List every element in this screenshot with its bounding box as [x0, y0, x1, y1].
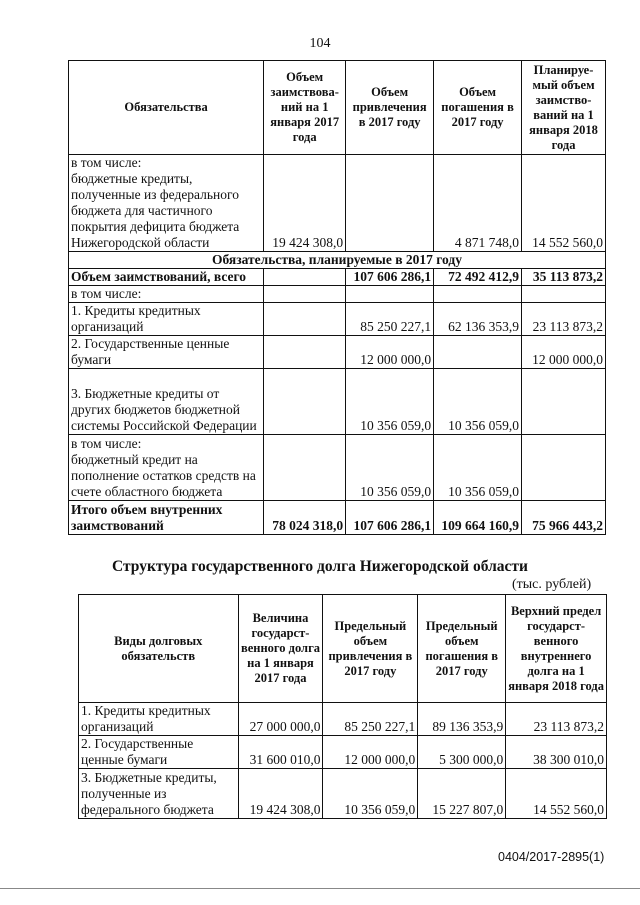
cell-value: 10 356 059,0	[434, 369, 522, 435]
cell-value: 23 113 873,2	[522, 303, 606, 336]
cell-value	[264, 435, 346, 501]
row-label: в том числе: бюджетный кредит на пополнение остатков средств на счете областного бюджета	[69, 435, 264, 501]
cell-value: 35 113 873,2	[522, 269, 606, 286]
cell-value: 14 552 560,0	[506, 769, 607, 819]
cell-value	[434, 286, 522, 303]
cell-value: 12 000 000,0	[522, 336, 606, 369]
table-row	[79, 703, 607, 736]
table-row	[69, 286, 606, 303]
header-debt-types: Виды долговых обязательств	[79, 595, 239, 703]
cell-value: 75 966 443,2	[522, 501, 606, 535]
row-label: 2. Государственные ценные бумаги	[79, 736, 239, 769]
cell-value: 89 136 353,9	[418, 703, 506, 736]
header-debt-2017: Величина государст-венного долга на 1 января 2017 года	[238, 595, 323, 703]
borrowings-table-body	[69, 155, 606, 535]
cell-value: 12 000 000,0	[323, 736, 418, 769]
cell-value: 19 424 308,0	[238, 769, 323, 819]
page-number: 104	[309, 36, 331, 51]
cell-value	[264, 303, 346, 336]
row-label: в том числе: бюджетные кредиты, полученные из федерального бюджета для частичного покрытия дефицита бюджета Нижегородской области	[69, 155, 264, 252]
row-label: Итого объем внутренних заимствований	[69, 501, 264, 535]
borrowings-table	[68, 60, 606, 535]
cell-value	[346, 286, 434, 303]
cell-value: 85 250 227,1	[346, 303, 434, 336]
row-label: 3. Бюджетные кредиты от других бюджетов бюджетной системы Российской Федерации	[69, 369, 264, 435]
cell-value: 10 356 059,0	[346, 369, 434, 435]
table-row	[79, 769, 607, 819]
cell-value: 10 356 059,0	[434, 435, 522, 501]
cell-value: 10 356 059,0	[323, 769, 418, 819]
header-repayment-2017: Объем погашения в 2017 году	[434, 61, 522, 155]
cell-value: 14 552 560,0	[522, 155, 606, 252]
header-max-raising-2017: Предельный объем привлечения в 2017 году	[323, 595, 418, 703]
cell-value: 72 492 412,9	[434, 269, 522, 286]
units-label: (тыс. рублей)	[512, 577, 592, 592]
row-label: 1. Кредиты кредитных организаций	[69, 303, 264, 336]
table-row	[69, 252, 606, 269]
row-label: 2. Государственные ценные бумаги	[69, 336, 264, 369]
cell-value: 31 600 010,0	[238, 736, 323, 769]
cell-value	[522, 286, 606, 303]
row-label: 3. Бюджетные кредиты, полученные из федерального бюджета	[79, 769, 239, 819]
cell-value	[264, 269, 346, 286]
cell-value	[522, 435, 606, 501]
cell-value: 78 024 318,0	[264, 501, 346, 535]
cell-value	[264, 336, 346, 369]
cell-value: 15 227 807,0	[418, 769, 506, 819]
table-row	[69, 336, 606, 369]
debt-structure-table-body	[79, 703, 607, 819]
header-volume-2017: Объем заимствова-ний на 1 января 2017 года	[264, 61, 346, 155]
cell-value	[264, 369, 346, 435]
cell-value: 5 300 000,0	[418, 736, 506, 769]
debt-structure-title: Структура государственного долга Нижегородской области	[112, 558, 528, 575]
cell-value: 109 664 160,9	[434, 501, 522, 535]
cell-value: 4 871 748,0	[434, 155, 522, 252]
table-row	[69, 501, 606, 535]
cell-value: 38 300 010,0	[506, 736, 607, 769]
table-row	[69, 369, 606, 435]
row-label: в том числе:	[69, 286, 264, 303]
debt-structure-table	[78, 594, 607, 819]
cell-value: 12 000 000,0	[346, 336, 434, 369]
table-row	[69, 155, 606, 252]
table-row	[79, 736, 607, 769]
cell-value: 107 606 286,1	[346, 269, 434, 286]
cell-value: 85 250 227,1	[323, 703, 418, 736]
cell-value: 27 000 000,0	[238, 703, 323, 736]
cell-value: 10 356 059,0	[346, 435, 434, 501]
header-obligations: Обязательства	[69, 61, 264, 155]
table-row	[69, 303, 606, 336]
bottom-divider	[0, 888, 640, 889]
document-code: 0404/2017-2895(1)	[498, 850, 605, 864]
header-planned-2018: Планируе-мый объем заимство-ваний на 1 января 2018 года	[522, 61, 606, 155]
section-header: Обязательства, планируемые в 2017 году	[69, 252, 606, 269]
cell-value	[264, 286, 346, 303]
header-raising-2017: Объем привлечения в 2017 году	[346, 61, 434, 155]
cell-value	[434, 336, 522, 369]
cell-value: 107 606 286,1	[346, 501, 434, 535]
cell-value: 19 424 308,0	[264, 155, 346, 252]
table-row	[69, 435, 606, 501]
cell-value	[522, 369, 606, 435]
table-row	[69, 269, 606, 286]
row-label: 1. Кредиты кредитных организаций	[79, 703, 239, 736]
header-max-repayment-2017: Предельный объем погашения в 2017 году	[418, 595, 506, 703]
cell-value: 23 113 873,2	[506, 703, 607, 736]
cell-value	[346, 155, 434, 252]
row-label: Объем заимствований, всего	[69, 269, 264, 286]
header-upper-limit-2018: Верхний предел государст-венного внутреннего долга на 1 января 2018 года	[506, 595, 607, 703]
cell-value: 62 136 353,9	[434, 303, 522, 336]
